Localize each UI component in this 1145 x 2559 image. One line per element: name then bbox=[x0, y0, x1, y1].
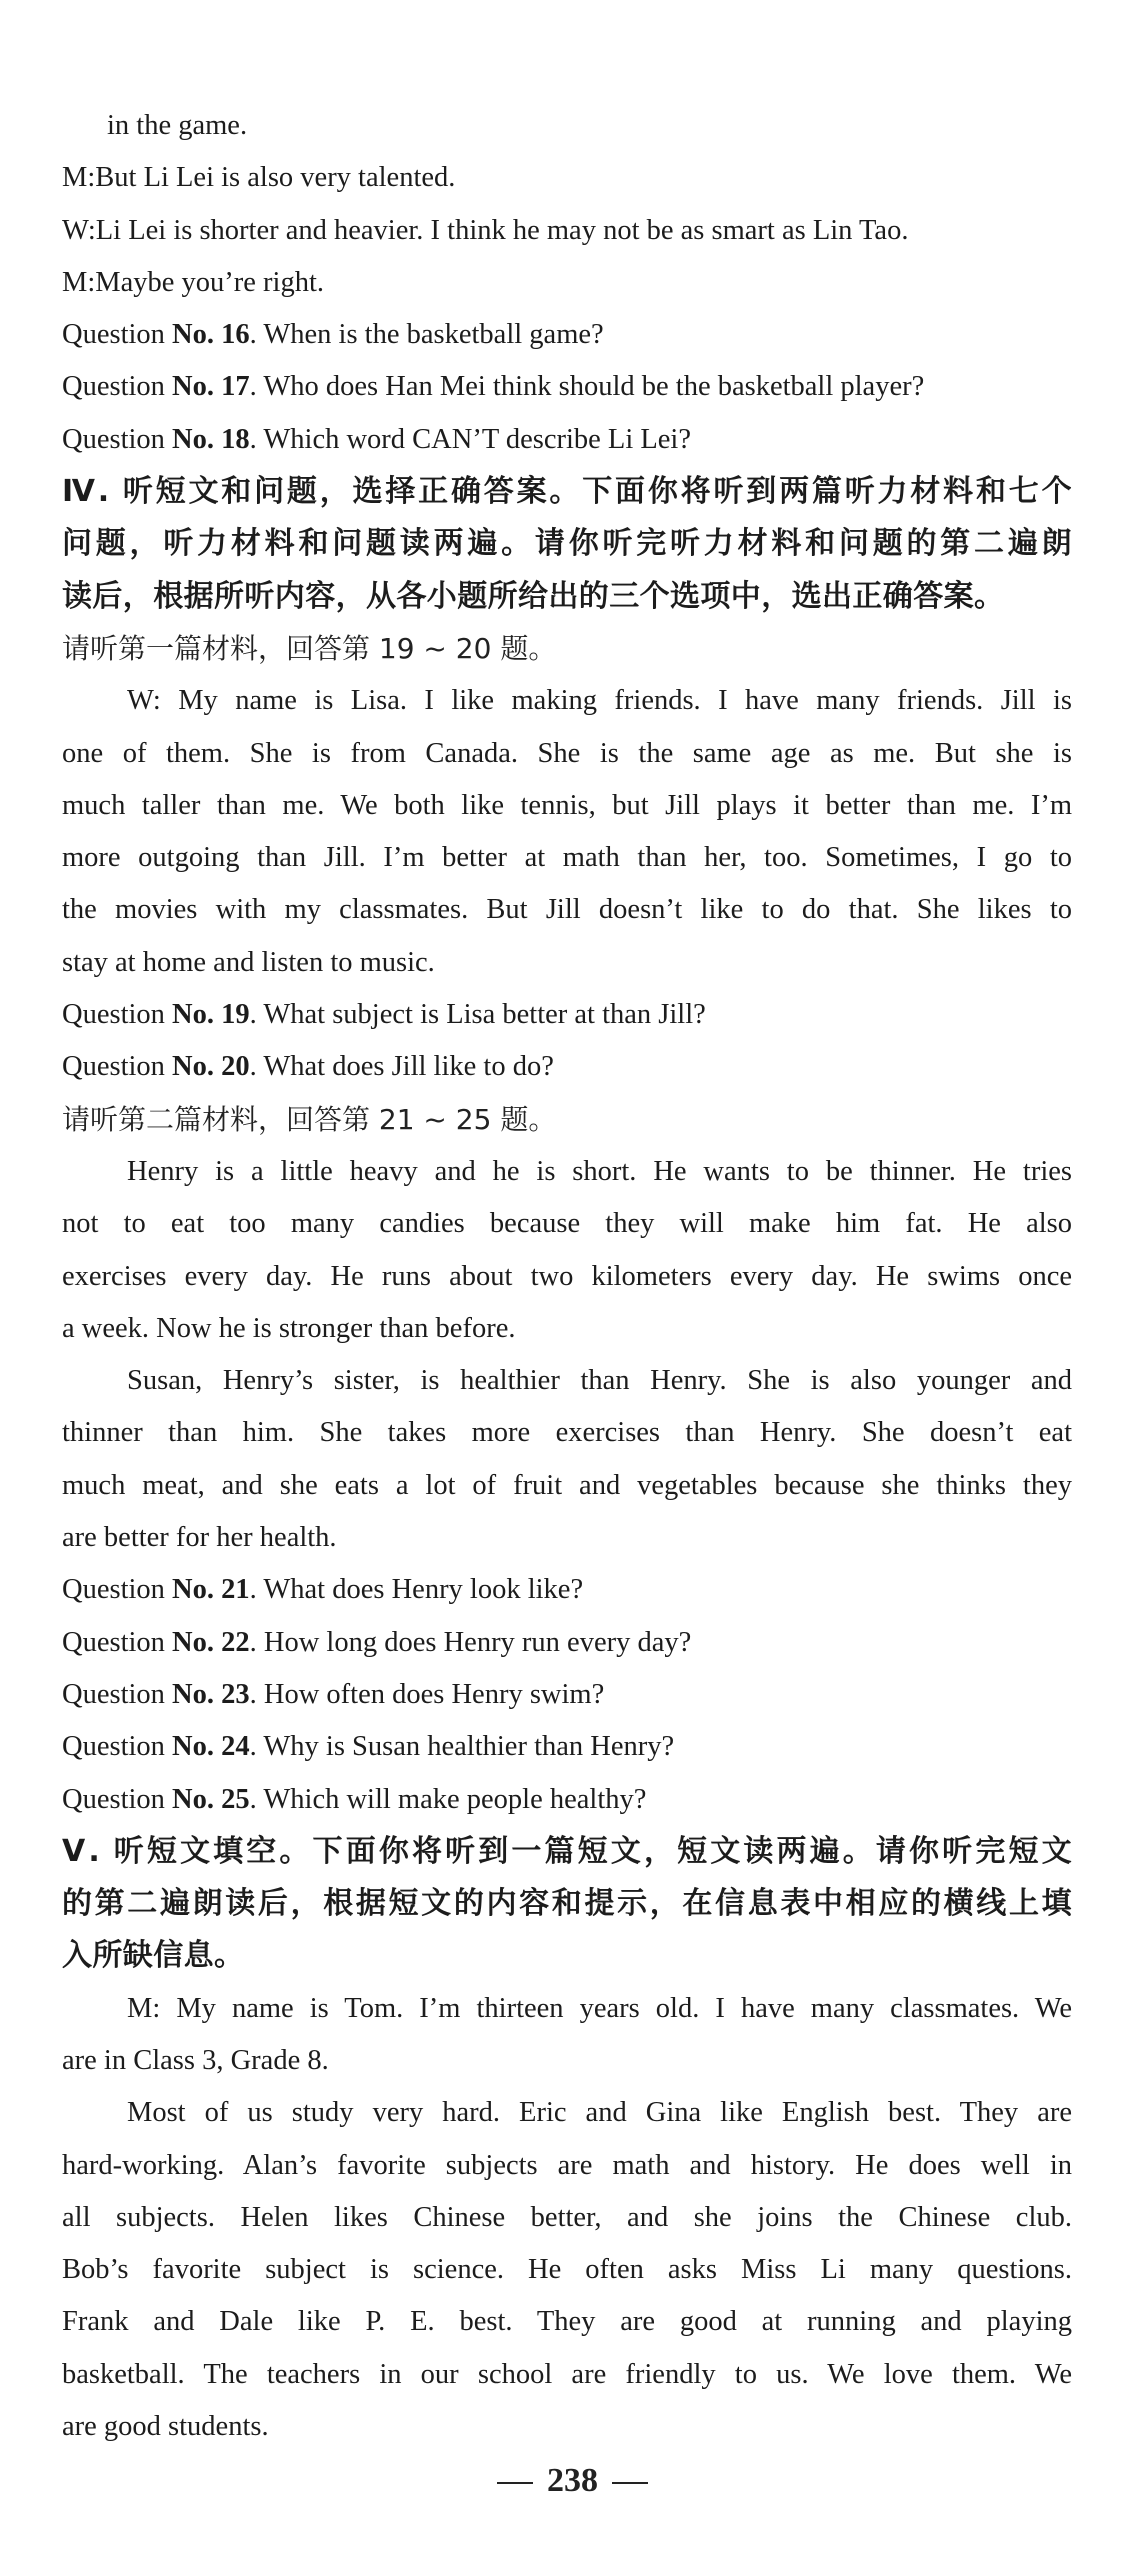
question-list bbox=[62, 1564, 1072, 1825]
passage-paragraph-1: M: My name is Tom. I’m thirteen years old. I have many classmates. We are in Class 3, Grade 8. bbox=[62, 1992, 1072, 2076]
question-line: Question No. 20. What does Jill like to do? bbox=[62, 1051, 554, 1083]
material-2-label: 请听第二篇材料，回答第 21 ~ 25 题。 bbox=[62, 1102, 557, 1136]
page-number-dash bbox=[612, 2482, 648, 2484]
material-2-paragraph-2: Susan, Henry’s sister, is healthier than Henry. She is also younger and thinner than him. She takes more exercises than Henry. She doesn’t eat much meat, and she eats a lot of fruit and vegetables because she thinks they are better for her health. bbox=[62, 1365, 1072, 1554]
question-line: Question No. 19. What subject is Lisa better at than Jill? bbox=[62, 999, 706, 1031]
dialogue-block bbox=[62, 100, 1072, 309]
material-1-label: 请听第一篇材料，回答第 19 ~ 20 题。 bbox=[62, 631, 557, 665]
question-line: Question No. 23. How often does Henry swim? bbox=[62, 1678, 605, 1710]
question-line: Question No. 18. Which word CAN’T describe Li Lei? bbox=[62, 423, 692, 455]
dialogue-line: in the game. bbox=[107, 110, 248, 141]
dialogue-line: W:Li Lei is shorter and heavier. I think he may not be as smart as Lin Tao. bbox=[62, 214, 909, 246]
question-line: Question No. 16. When is the basketball game? bbox=[62, 319, 604, 351]
section-v-heading: Ⅴ. 听短文填空。下面你将听到一篇短文，短文读两遍。请你听完短文 的第二遍朗读后，根据短文的内容和提示，在信息表中相应的横线上填 入所缺信息。 bbox=[62, 1833, 1072, 1974]
section-iv-heading: Ⅳ. 听短文和问题，选择正确答案。下面你将听到两篇听力材料和七个 问题，听力材料和问题读两遍。请你听完听力材料和问题的第二遍朗 读后，根据所听内容，从各小题所给出的三个选项中，选出正确答案。 bbox=[62, 474, 1072, 614]
question-line: Question No. 21. What does Henry look like? bbox=[62, 1574, 584, 1606]
document-page bbox=[62, 100, 1072, 2453]
page-number: 238 bbox=[0, 2462, 1145, 2500]
question-list bbox=[62, 989, 1072, 1094]
question-line: Question No. 25. Which will make people healthy? bbox=[62, 1783, 647, 1815]
question-line: Question No. 22. How long does Henry run every day? bbox=[62, 1626, 692, 1658]
question-line: Question No. 17. Who does Han Mei think should be the basketball player? bbox=[62, 371, 925, 403]
passage-paragraph-2: Most of us study very hard. Eric and Gina like English best. They are hard-working. Alan’s favorite subjects are math and history. He does well in all subjects. Helen likes Chinese better, and she joins the Chinese club. Bob’s favorite subject is science. He often asks Miss Li many questions. Frank and Dale like P. E. best. They are good at running and playing basketball. The teachers in our school are friendly to us. We love them. We are good students. bbox=[62, 2097, 1072, 2443]
question-line: Question No. 24. Why is Susan healthier than Henry? bbox=[62, 1731, 675, 1763]
dialogue-line: M:But Li Lei is also very talented. bbox=[62, 162, 456, 194]
material-2-paragraph-1: Henry is a little heavy and he is short. He wants to be thinner. He tries not to eat too many candies because they will make him fat. He also exercises every day. He runs about two kilometers every day. He swims once a week. Now he is stronger than before. bbox=[62, 1155, 1072, 1344]
page-number-dash bbox=[497, 2482, 533, 2484]
question-list bbox=[62, 309, 1072, 466]
dialogue-line: M:Maybe you’re right. bbox=[62, 266, 324, 298]
material-1-passage: W: My name is Lisa. I like making friends. I have many friends. Jill is one of them. She is from Canada. She is the same age as me. But she is much taller than me. We both like tennis, but Jill plays it better than me. I’m more outgoing than Jill. I’m better at math than her, too. Sometimes, I go to the movies with my classmates. But Jill doesn’t like to do that. She likes to stay at home and listen to music. bbox=[62, 685, 1072, 978]
